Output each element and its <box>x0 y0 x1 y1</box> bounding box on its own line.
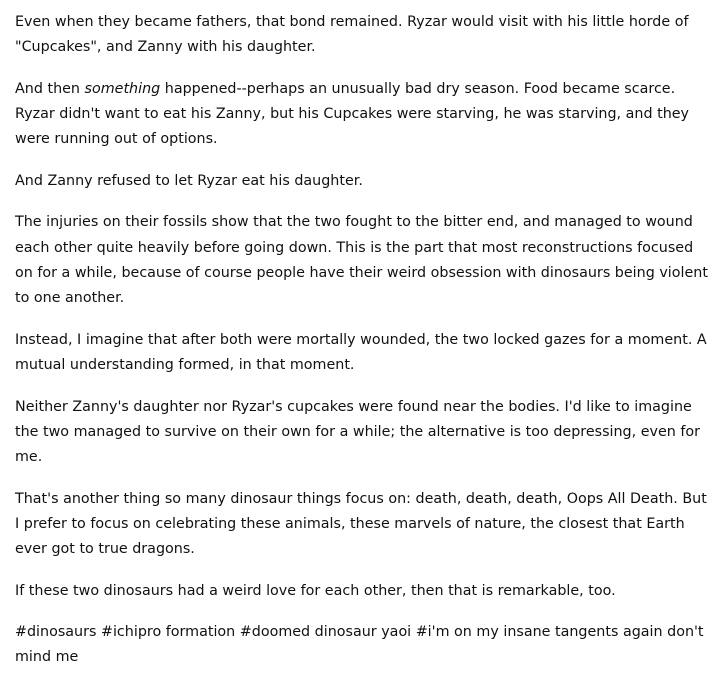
paragraph-dry-season-start: And then <box>15 80 85 97</box>
paragraph-dry-season <box>15 77 710 153</box>
post-tags: #dinosaurs #ichipro formation #doomed dinosaur yaoi #i'm on my insane tangents again don't mind me <box>15 624 704 666</box>
paragraph-injuries: The injuries on their fossils show that the two fought to the bitter end, and managed to wound each other quite heavily before going down. This is the part that most reconstructions focused on for a while, because of course people have their weird obsession with dinosaurs being violent to one another. <box>15 214 708 307</box>
post-body <box>15 10 710 671</box>
paragraph-locked-gazes: Instead, I imagine that after both were mortally wounded, the two locked gazes for a moment. A mutual understanding formed, in that moment. <box>15 331 707 374</box>
paragraph-dry-season-rest: happened--perhaps an unusually bad dry season. Food became scarce. Ryzar didn't want to eat his Zanny, but his Cupcakes were starving, he was starving, and they were running out of options. <box>15 80 690 148</box>
paragraph-offspring: Neither Zanny's daughter nor Ryzar's cupcakes were found near the bodies. I'd like to imagine the two managed to survive on their own for a while; the alternative is too depressing, even for me. <box>15 398 701 466</box>
paragraph-death-focus: That's another thing so many dinosaur things focus on: death, death, death, Oops All Death. But I prefer to focus on celebrating these animals, these marvels of nature, the closest that Earth ever got to true dragons. <box>15 490 707 558</box>
emphasis-something: something <box>84 80 161 97</box>
paragraph-refusal: And Zanny refused to let Ryzar eat his daughter. <box>15 172 363 189</box>
paragraph-bond: Even when they became fathers, that bond remained. Ryzar would visit with his little horde of "Cupcakes", and Zanny with his daughter. <box>15 14 689 56</box>
paragraph-weird-love: If these two dinosaurs had a weird love for each other, then that is remarkable, too. <box>15 582 616 599</box>
